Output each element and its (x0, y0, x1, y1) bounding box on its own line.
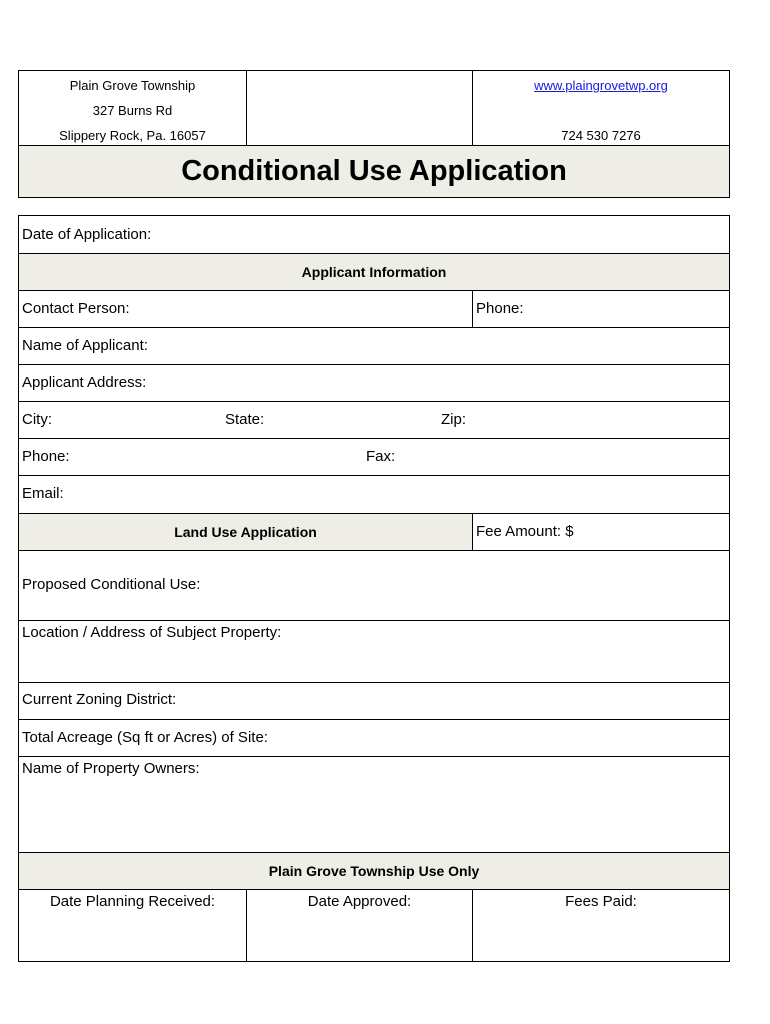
website-link[interactable]: www.plaingrovetwp.org (534, 78, 668, 93)
row-line (19, 719, 729, 720)
state-label: State: (225, 411, 265, 428)
row-line (19, 550, 729, 551)
cell-divider-phone (472, 290, 473, 327)
name-of-applicant-label: Name of Applicant: (22, 337, 148, 354)
date-planning-label: Date Planning Received: (49, 893, 216, 910)
date-of-application-label: Date of Application: (22, 226, 152, 243)
row-line (19, 290, 729, 291)
org-name: Plain Grove Township (69, 78, 196, 93)
proposed-use-label: Proposed Conditional Use: (22, 576, 201, 593)
acreage-label: Total Acreage (Sq ft or Acres) of Site: (22, 729, 268, 746)
property-owners-label: Name of Property Owners: (22, 760, 200, 777)
row-line (19, 889, 729, 890)
cell-divider-fee (472, 513, 473, 550)
fee-amount-label: Fee Amount: $ (476, 523, 574, 540)
city-label: City: (22, 411, 52, 428)
row-line (19, 852, 729, 853)
row-line (19, 513, 729, 514)
website-link-wrap (473, 78, 729, 94)
row-line (19, 438, 729, 439)
applicant-section-title: Applicant Information (301, 264, 447, 280)
row-line (19, 620, 729, 621)
row-line (19, 401, 729, 402)
row-line (19, 756, 729, 757)
land-use-section-title: Land Use Application (174, 524, 317, 540)
org-city-line: Slippery Rock, Pa. 16057 (59, 128, 206, 143)
location-label: Location / Address of Subject Property: (22, 624, 282, 641)
fax-label: Fax: (366, 448, 396, 465)
applicant-address-label: Applicant Address: (22, 374, 147, 391)
zoning-district-label: Current Zoning District: (22, 691, 177, 708)
org-phone: 724 530 7276 (561, 128, 641, 143)
page-title: Conditional Use Application (181, 155, 567, 187)
row-line (19, 475, 729, 476)
contact-phone-label: Phone: (476, 300, 524, 317)
zip-label: Zip: (441, 411, 467, 428)
row-line (19, 682, 729, 683)
date-approved-label: Date Approved: (307, 893, 412, 910)
row-line (19, 364, 729, 365)
phone-label: Phone: (22, 448, 70, 465)
header-divider-1 (246, 70, 247, 145)
contact-person-label: Contact Person: (22, 300, 130, 317)
office-section-title: Plain Grove Township Use Only (268, 863, 480, 879)
row-line (19, 327, 729, 328)
row-line (19, 253, 729, 254)
fees-paid-label: Fees Paid: (565, 893, 637, 910)
org-street: 327 Burns Rd (92, 103, 173, 118)
email-label: Email: (22, 485, 64, 502)
